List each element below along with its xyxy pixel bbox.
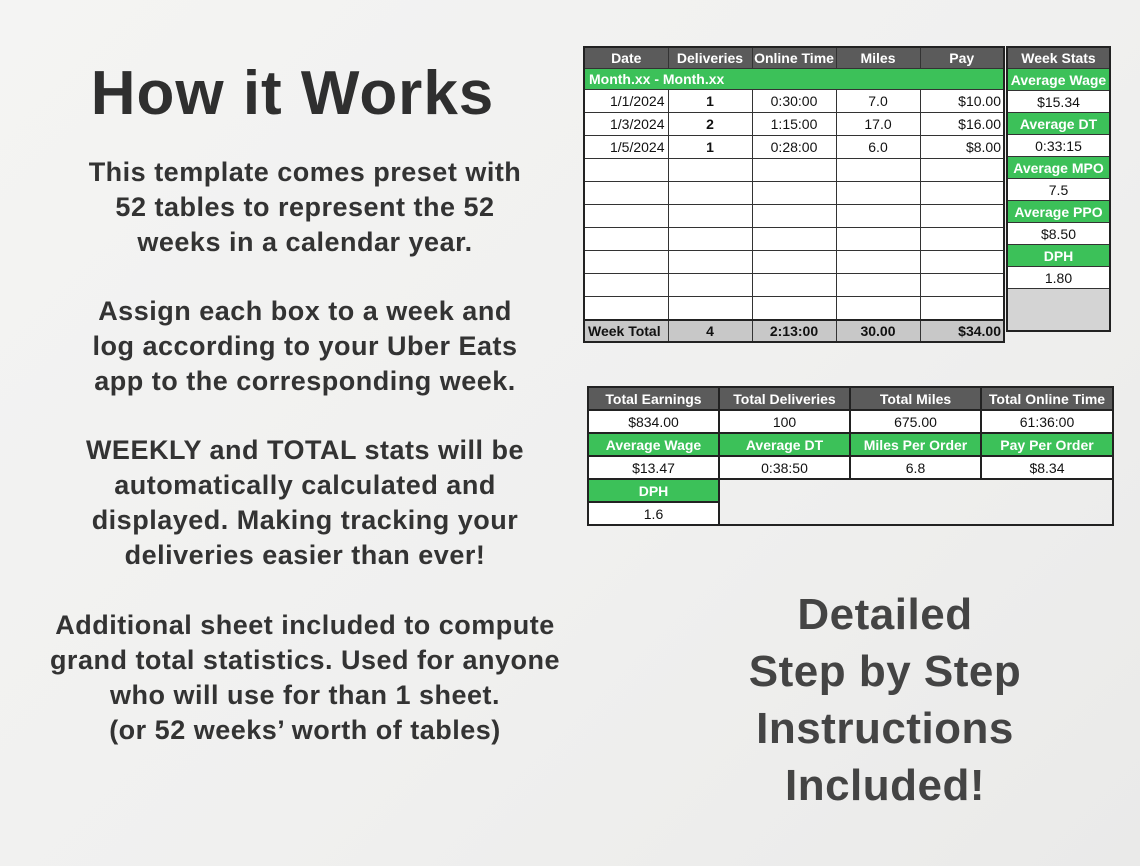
week-total-online-time: 2:13:00	[752, 320, 836, 342]
cell-miles[interactable]: 7.0	[836, 90, 920, 113]
cell-online-time[interactable]	[752, 274, 836, 297]
table-row	[584, 297, 1004, 321]
week-stats-table	[1006, 46, 1111, 332]
value-total-online-time: 61:36:00	[981, 410, 1113, 433]
grand-labels-row	[588, 433, 1113, 456]
cell-online-time[interactable]: 0:28:00	[752, 136, 836, 159]
week-total-pay: $34.00	[920, 320, 1004, 342]
cell-online-time[interactable]	[752, 228, 836, 251]
text-line: Additional sheet included to compute	[55, 610, 555, 640]
cell-pay[interactable]	[920, 274, 1004, 297]
cell-pay[interactable]	[920, 251, 1004, 274]
empty-cell	[719, 502, 850, 525]
header-total-deliveries: Total Deliveries	[719, 387, 850, 410]
stat-value-dph: 1.80	[1007, 267, 1110, 289]
table-row	[584, 90, 1004, 113]
stats-empty-cell	[1007, 289, 1110, 332]
cell-date[interactable]	[584, 159, 668, 182]
text-line: Assign each box to a week and	[98, 296, 512, 326]
value-average-dt: 0:38:50	[719, 456, 850, 479]
value-total-miles: 675.00	[850, 410, 981, 433]
cell-miles[interactable]	[836, 297, 920, 321]
cell-deliveries[interactable]	[668, 182, 752, 205]
cell-deliveries[interactable]	[668, 251, 752, 274]
table-row	[584, 113, 1004, 136]
header-pay: Pay	[920, 47, 1004, 69]
header-total-miles: Total Miles	[850, 387, 981, 410]
stats-paragraph	[20, 433, 590, 573]
cell-date[interactable]	[584, 274, 668, 297]
week-stats-header: Week Stats	[1007, 47, 1110, 69]
text-line: deliveries easier than ever!	[124, 540, 486, 570]
cell-online-time[interactable]: 1:15:00	[752, 113, 836, 136]
cell-online-time[interactable]	[752, 251, 836, 274]
label-miles-per-order: Miles Per Order	[850, 433, 981, 456]
assign-paragraph	[20, 294, 590, 399]
value-total-earnings: $834.00	[588, 410, 719, 433]
cell-online-time[interactable]	[752, 205, 836, 228]
table-row	[584, 251, 1004, 274]
label-average-dt: Average DT	[719, 433, 850, 456]
stat-value-average-mpo: 7.5	[1007, 179, 1110, 201]
cell-miles[interactable]	[836, 228, 920, 251]
text-line: who will use for than 1 sheet.	[109, 680, 501, 710]
text-line: WEEKLY and TOTAL stats will be	[85, 435, 525, 465]
grand-dph-value-row	[588, 502, 1113, 525]
week-total-row	[584, 320, 1004, 342]
intro-paragraph	[20, 155, 590, 260]
week-total-miles: 30.00	[836, 320, 920, 342]
text-line: automatically calculated and	[114, 470, 496, 500]
cell-date[interactable]: 1/3/2024	[584, 113, 668, 136]
text-line: (or 52 weeks’ worth of tables)	[109, 715, 501, 745]
cell-deliveries[interactable]: 2	[668, 113, 752, 136]
cell-deliveries[interactable]: 1	[668, 90, 752, 113]
text-line: app to the corresponding week.	[94, 366, 516, 396]
cell-online-time[interactable]	[752, 182, 836, 205]
cell-online-time[interactable]	[752, 159, 836, 182]
value-average-wage: $13.47	[588, 456, 719, 479]
stat-label-average-ppo: Average PPO	[1007, 201, 1110, 223]
label-pay-per-order: Pay Per Order	[981, 433, 1113, 456]
stat-label-average-dt: Average DT	[1007, 113, 1110, 135]
stat-value-average-ppo: $8.50	[1007, 223, 1110, 245]
header-online-time: Online Time	[752, 47, 836, 69]
grand-dph-label-row	[588, 479, 1113, 502]
header-total-online-time: Total Online Time	[981, 387, 1113, 410]
table-row	[584, 274, 1004, 297]
cell-deliveries[interactable]	[668, 274, 752, 297]
cell-online-time[interactable]	[752, 297, 836, 321]
cell-miles[interactable]: 17.0	[836, 113, 920, 136]
value-pay-per-order: $8.34	[981, 456, 1113, 479]
cell-date[interactable]	[584, 251, 668, 274]
grand-values2-row	[588, 456, 1113, 479]
table-row	[584, 159, 1004, 182]
instructions-callout	[700, 586, 1070, 814]
empty-cell	[719, 479, 850, 502]
stat-value-average-wage: $15.34	[1007, 91, 1110, 113]
grand-header-row	[588, 387, 1113, 410]
table-row	[584, 182, 1004, 205]
callout-line: Included!	[784, 761, 986, 810]
month-range-label[interactable]: Month.xx - Month.xx	[584, 69, 1004, 90]
stat-label-dph: DPH	[1007, 245, 1110, 267]
value-dph: 1.6	[588, 502, 719, 525]
cell-date[interactable]	[584, 182, 668, 205]
empty-cell	[850, 502, 981, 525]
empty-cell	[850, 479, 981, 502]
cell-pay[interactable]	[920, 205, 1004, 228]
cell-pay[interactable]	[920, 182, 1004, 205]
text-line: 52 tables to represent the 52	[115, 192, 495, 222]
grand-total-table	[587, 386, 1114, 526]
cell-deliveries[interactable]	[668, 297, 752, 321]
cell-pay[interactable]: $16.00	[920, 113, 1004, 136]
table-row	[584, 205, 1004, 228]
stat-label-average-wage: Average Wage	[1007, 69, 1110, 91]
label-dph: DPH	[588, 479, 719, 502]
cell-date[interactable]	[584, 228, 668, 251]
text-line: displayed. Making tracking your	[91, 505, 519, 535]
text-line: log according to your Uber Eats	[92, 331, 518, 361]
cell-miles[interactable]	[836, 182, 920, 205]
month-range-row	[584, 69, 1004, 90]
cell-miles[interactable]	[836, 274, 920, 297]
cell-pay[interactable]: $10.00	[920, 90, 1004, 113]
stat-label-average-mpo: Average MPO	[1007, 157, 1110, 179]
callout-line: Step by Step	[748, 647, 1022, 696]
cell-pay[interactable]	[920, 228, 1004, 251]
cell-deliveries[interactable]	[668, 159, 752, 182]
weekly-log-table	[583, 46, 1005, 343]
header-total-earnings: Total Earnings	[588, 387, 719, 410]
empty-cell	[981, 479, 1113, 502]
header-date: Date	[584, 47, 668, 69]
cell-miles[interactable]	[836, 205, 920, 228]
value-miles-per-order: 6.8	[850, 456, 981, 479]
cell-pay[interactable]	[920, 159, 1004, 182]
week-total-deliveries: 4	[668, 320, 752, 342]
table-row	[584, 228, 1004, 251]
callout-line: Detailed	[797, 590, 973, 639]
text-line: grand total statistics. Used for anyone	[49, 645, 561, 675]
callout-line: Instructions	[756, 704, 1014, 753]
additional-sheet-paragraph	[20, 608, 590, 748]
cell-deliveries[interactable]	[668, 228, 752, 251]
cell-deliveries[interactable]: 1	[668, 136, 752, 159]
cell-date[interactable]	[584, 297, 668, 321]
cell-miles[interactable]	[836, 159, 920, 182]
table-header-row	[584, 47, 1004, 69]
header-miles: Miles	[836, 47, 920, 69]
grand-values-row	[588, 410, 1113, 433]
cell-deliveries[interactable]	[668, 205, 752, 228]
cell-pay[interactable]	[920, 297, 1004, 321]
value-total-deliveries: 100	[719, 410, 850, 433]
text-line: weeks in a calendar year.	[137, 227, 473, 257]
empty-cell	[981, 502, 1113, 525]
table-row	[584, 136, 1004, 159]
cell-date[interactable]	[584, 205, 668, 228]
cell-date[interactable]: 1/1/2024	[584, 90, 668, 113]
text-line: This template comes preset with	[88, 157, 522, 187]
cell-online-time[interactable]: 0:30:00	[752, 90, 836, 113]
cell-date[interactable]: 1/5/2024	[584, 136, 668, 159]
week-total-label: Week Total	[584, 320, 668, 342]
page-title: How it Works	[90, 59, 495, 128]
header-deliveries: Deliveries	[668, 47, 752, 69]
cell-miles[interactable]	[836, 251, 920, 274]
stat-value-average-dt: 0:33:15	[1007, 135, 1110, 157]
cell-pay[interactable]: $8.00	[920, 136, 1004, 159]
label-average-wage: Average Wage	[588, 433, 719, 456]
cell-miles[interactable]: 6.0	[836, 136, 920, 159]
